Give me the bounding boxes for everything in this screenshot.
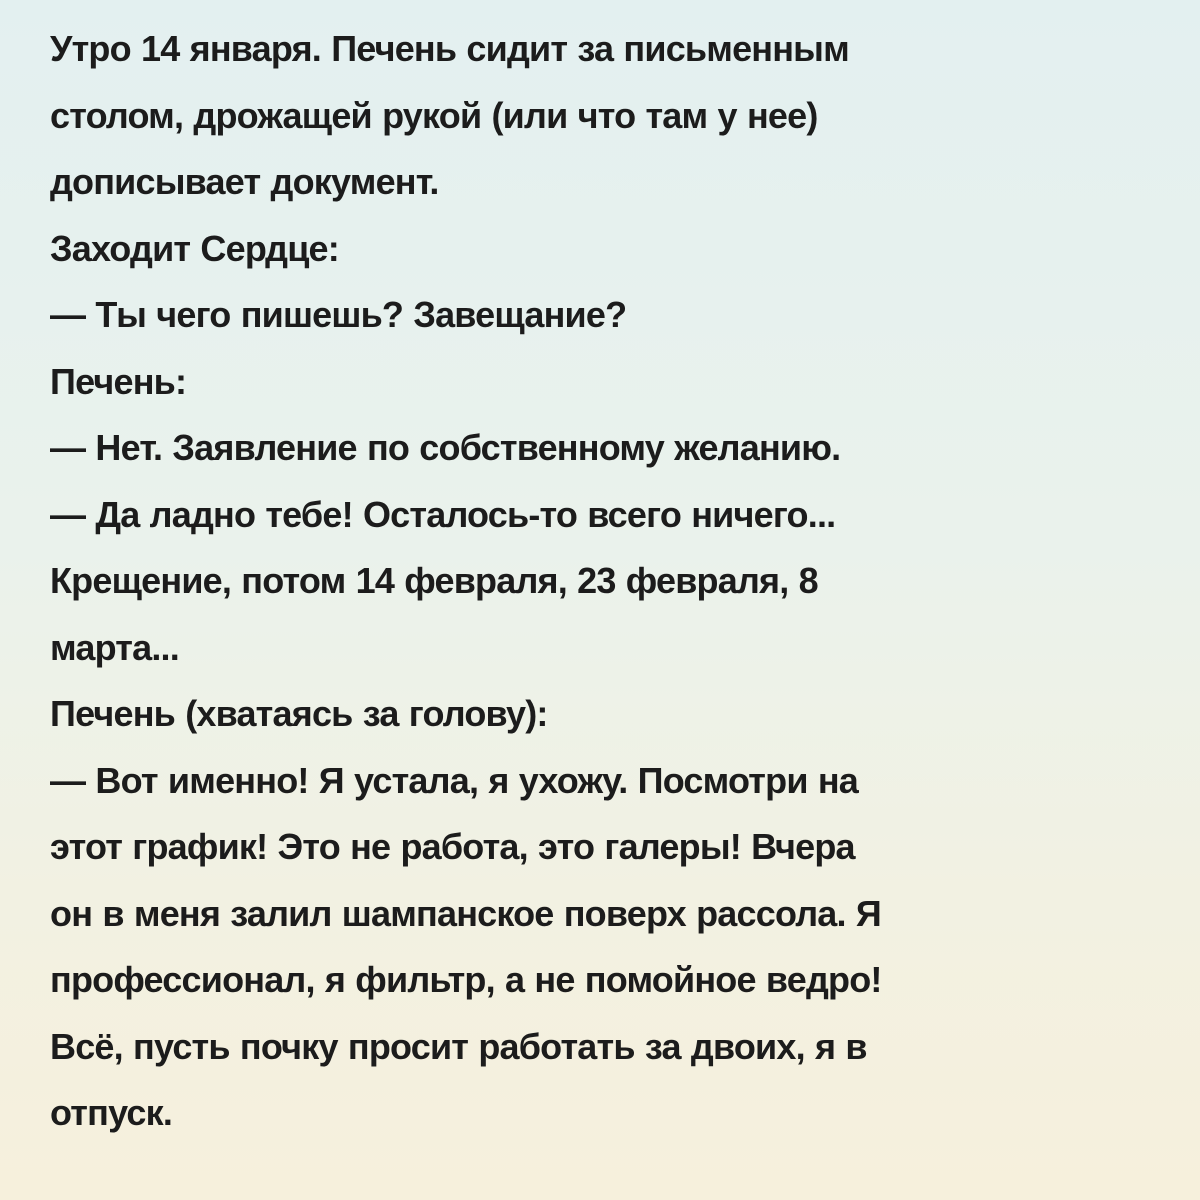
story-line: профессионал, я фильтр, а не помойное ведро! [50,959,882,1000]
story-line: — Вот именно! Я устала, я ухожу. Посмотри на [50,759,859,801]
story-line: Печень: [50,360,187,402]
story-line: — Ты чего пишешь? Завещание? [50,294,627,335]
story-line: отпуск. [50,1092,173,1133]
story-line: он в меня залил шампанское поверх рассола. Я [50,892,882,934]
story-line: — Да ладно тебе! Осталось-то всего ничего... [50,493,836,535]
story-line: Крещение, потом 14 февраля, 23 февраля, 8 [50,560,818,601]
story-line: Утро 14 января. Печень сидит за письменным [50,28,849,69]
story-line: Печень (хватаясь за голову): [50,693,548,734]
story-line: столом, дрожащей рукой (или что там у нее) [50,94,818,136]
story-text [50,16,1160,1147]
story-line: марта... [50,626,179,668]
story-line: Всё, пусть почку просит работать за двоих, я в [50,1025,867,1067]
story-line: — Нет. Заявление по собственному желанию. [50,427,841,468]
story-line: Заходит Сердце: [50,227,339,269]
story-line: дописывает документ. [50,161,439,202]
story-line: этот график! Это не работа, это галеры! Вчера [50,826,855,867]
